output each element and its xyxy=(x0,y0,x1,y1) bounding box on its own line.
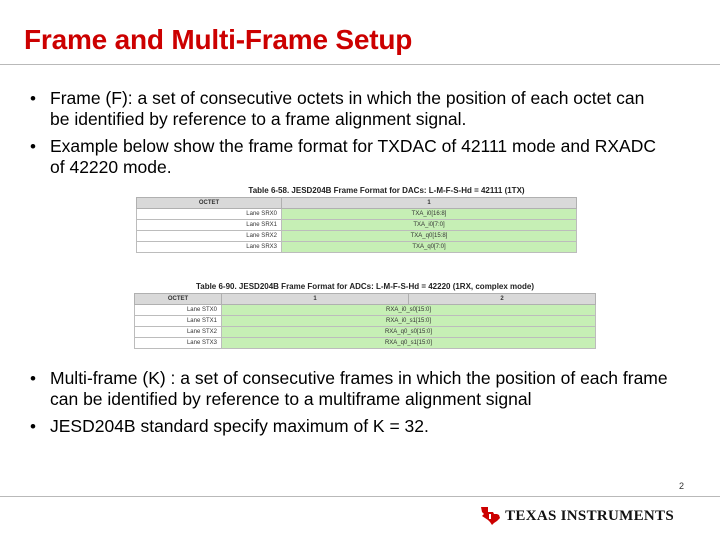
lane-cell: Lane STX2 xyxy=(135,327,222,338)
table-row xyxy=(135,305,596,316)
texas-state-logo-icon xyxy=(479,506,501,526)
bullet-jesd204b-limit: • JESD204B standard specify maximum of K = 32. xyxy=(28,416,668,437)
table-header-cell: 1 xyxy=(222,294,409,305)
top-bullet-list xyxy=(28,88,668,184)
lane-cell: Lane SRX3 xyxy=(137,242,282,253)
table-row xyxy=(135,338,596,349)
bullet-frame-definition: • Frame (F): a set of consecutive octets in which the position of each octet can be identified by reference to a frame alignment signal. xyxy=(28,88,668,130)
dac-table-caption: Table 6-58. JESD204B Frame Format for DACs: L-M-F-S-Hd = 42111 (1TX) xyxy=(248,186,525,195)
table-header-row xyxy=(135,294,596,305)
value-cell: TXA_i0[16:8] xyxy=(282,209,577,220)
table-row xyxy=(137,242,577,253)
dac-frame-table xyxy=(136,186,577,253)
slide-title: Frame and Multi-Frame Setup xyxy=(24,24,413,55)
lane-cell: Lane SRX2 xyxy=(137,231,282,242)
dac-table xyxy=(136,197,577,253)
footer-divider xyxy=(0,496,720,497)
adc-frame-table xyxy=(134,282,596,349)
table-header-row xyxy=(137,198,577,209)
adc-table-caption: Table 6-90. JESD204B Frame Format for ADCs: L-M-F-S-Hd = 42220 (1RX, complex mode) xyxy=(195,282,535,291)
lane-cell: Lane SRX0 xyxy=(137,209,282,220)
adc-table xyxy=(134,293,596,349)
lane-cell: Lane STX3 xyxy=(135,338,222,349)
table-row xyxy=(137,209,577,220)
table-row xyxy=(137,231,577,242)
page-number: 2 xyxy=(678,481,684,491)
table-row xyxy=(135,316,596,327)
table-row xyxy=(137,220,577,231)
table-header-cell: OCTET xyxy=(137,198,282,209)
table-row xyxy=(135,327,596,338)
table-header-cell: OCTET xyxy=(135,294,222,305)
logo-text: TEXAS INSTRUMENTS xyxy=(505,507,674,524)
value-cell: TXA_q0[15:8] xyxy=(282,231,577,242)
company-logo xyxy=(479,506,674,526)
lane-cell: Lane SRX1 xyxy=(137,220,282,231)
table-header-cell: 2 xyxy=(409,294,596,305)
bullet-example: • Example below show the frame format for TXDAC of 42111 mode and RXADC of 42220 mode. xyxy=(28,136,668,178)
value-cell: RXA_i0_s1[15:0] xyxy=(222,316,596,327)
value-cell: TXA_q0[7:0] xyxy=(282,242,577,253)
value-cell: RXA_q0_s1[15:0] xyxy=(222,338,596,349)
value-cell: TXA_i0[7:0] xyxy=(282,220,577,231)
lane-cell: Lane STX1 xyxy=(135,316,222,327)
bottom-bullet-list xyxy=(28,368,668,443)
lane-cell: Lane STX0 xyxy=(135,305,222,316)
title-divider xyxy=(0,64,720,65)
logo-wordmark xyxy=(505,508,674,525)
table-header-cell: 1 xyxy=(282,198,577,209)
bullet-multiframe-definition: • Multi-frame (K) : a set of consecutive frames in which the position of each frame can be identified by reference to a multiframe alignment signal xyxy=(28,368,668,410)
value-cell: RXA_q0_s0[15:0] xyxy=(222,327,596,338)
value-cell: RXA_i0_s0[15:0] xyxy=(222,305,596,316)
